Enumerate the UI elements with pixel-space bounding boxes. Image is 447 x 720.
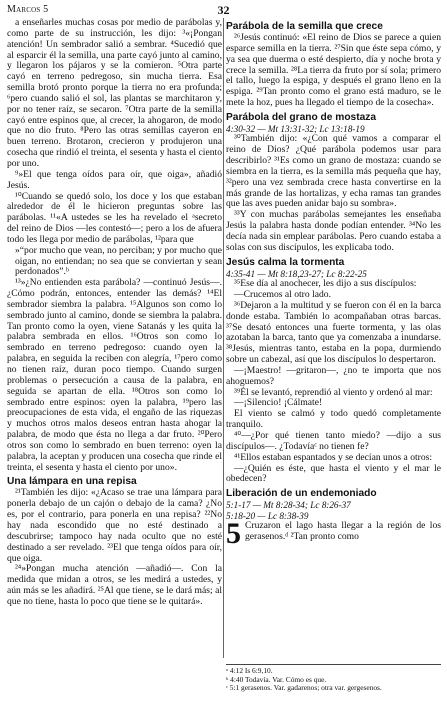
footnote: ᵇ 4:40 Todavía. Var. Cómo es que. (226, 674, 327, 684)
verse-paragraph: ⁴¹Ellos estaban espantados y se decían unos a otros: (234, 451, 433, 463)
verse-paragraph: ⁴⁰—¿Por qué tienen tanto miedo? —dijo a sus discípulos—. ¿Todavíaᶜ no tienen fe? (226, 430, 441, 452)
verse-paragraph: ³⁹Él se levantó, reprendió al viento y ordenó al mar: (234, 386, 433, 398)
verse-paragraph: ²⁴»Pongan mucha atención —añadió—. Con la medida que midan a otros, se les medirá a ustedes, y aún más se les añadirá. ²⁵Al que tiene, se le dará más; al que no tiene, hasta lo poco que tiene se le quitará». (7, 563, 222, 607)
section-heading: Liberación de un endemoniado (226, 488, 377, 500)
verse-paragraph: ¹³»¿No entienden esta parábola? —continuó Jesús—. ¿Cómo podrán, entonces, entender las demás? ¹⁴El sembrador siembra la palabra. ¹⁵Algunos son como lo sembrado junto al camino, donde se siembra la palabra. Tan pronto como la oyen, viene Satanás y les quita la palabra sembrada en ellos. ¹⁶Otros son como lo sembrado en terreno pedregoso: cuando oyen la palabra, en seguida la reciben con alegría, ¹⁷pero como no tienen raíz, duran poco tiempo. Cuando surgen problemas o persecución a causa de la palabra, en seguida se apartan de ella. ¹⁸Otros son como lo sembrado entre espinos: oyen la palabra, ¹⁹pero las preocupaciones de esta vida, el engaño de las riquezas y muchos otros malos deseos entran hasta ahogar la palabra, de modo que ésta no llega a dar fruto. ²⁰Pero otros son como lo sembrado en buen terreno: oyen la palabra, la aceptan y producen una cosecha que rinde el treinta, el sesenta y hasta el ciento por uno». (7, 277, 222, 473)
verse-paragraph: ³⁵Ese día al anochecer, les dijo a sus discípulos: (234, 278, 417, 290)
cross-references: 4:30-32 — Mt 13:31-32; Lc 13:18-19 (226, 123, 365, 134)
section-heading: Parábola de la semilla que crece (226, 21, 383, 32)
footnote: ᶜ 5:1 gerasenos. Var. gadarenos; otra var. gergesenos. (226, 683, 382, 693)
column-divider (223, 18, 224, 658)
verse-paragraph: —¡Maestro! —gritaron—, ¿no te importa que nos ahoguemos? (226, 364, 441, 387)
section-heading: Una lámpara en una repisa (7, 476, 137, 488)
quoted-verse: »“por mucho que vean, no perciban; y por mucho que oigan, no entiendan; no sea que se conviertan y sean perdonados”.ᵇ (15, 244, 222, 278)
verse-paragraph: ²¹También les dijo: «¿Acaso se trae una lámpara para ponerla debajo de un cajón o debajo de la cama? ¿No es, por el contrario, para ponerla en una repisa? ²²No hay nada escondido que no esté destinado a descubrirse; tampoco hay nada oculto que no esté destinado a ser revelado. ²³El que tenga oídos para oír, que oiga. (7, 487, 222, 564)
verse-paragraph: —Crucemos al otro lado. (234, 289, 331, 301)
chapter-text: Cruzaron el lago hasta llegar a la región de los gerasenos.ᵈ ²Tan pronto como (245, 520, 441, 543)
verse-paragraph: —¡Silencio! ¡Cálmate! (234, 397, 323, 409)
page-number: 32 (217, 3, 230, 17)
cross-references: 5:1-17 — Mt 8:28-34; Lc 8:26-37 (226, 500, 351, 511)
verse-paragraph: ¹⁰Cuando se quedó solo, los doce y los que estaban alrededor de él le hicieron preguntas sobre las parábolas. ¹¹«A ustedes se les ha revelado el ᵃsecreto del reino de Dios —les contestó—; pero a los de afuera todo les llega por medio de parábolas, ¹²para que (7, 190, 222, 245)
footnotes (226, 664, 441, 693)
verse-paragraph: ³³Y con muchas parábolas semejantes les enseñaba Jesús la palabra hasta donde podían entender. ³⁴No les decía nada sin emplear parábolas. Pero cuando estaba a solas con sus discípulos, les explicaba todo. (226, 209, 441, 253)
verse-paragraph: ³⁶Dejaron a la multitud y se fueron con él en la barca donde estaba. También lo acompañaban otras barcas. ³⁷Se desató entonces una fuerte tormenta, y las olas azotaban la barca, tanto que ya comenzaba a inundarse. ³⁸Jesús, mientras tanto, estaba en la popa, durmiendo sobre un cabezal, así que los discípulos lo despertaron. (226, 299, 441, 366)
right-column (226, 18, 441, 660)
cross-references: 4:35-41 — Mt 8:18,23-27; Lc 8:22-25 (226, 268, 367, 279)
chapter-number: 5 (226, 517, 241, 551)
left-column (7, 18, 222, 714)
running-head: Marcos 5 (7, 4, 49, 15)
verse-paragraph: a enseñarles muchas cosas por medio de parábolas y, como parte de su instrucción, les dijo: ³«¡Pongan atención! Un sembrador salió a sembrar. ⁴Sucedió que al esparcir él la semilla, una parte cayó junto al camino, y llegaron los pájaros y se la comieron. ⁵Otra parte cayó en terreno pedregoso, sin mucha tierra. Esa semilla brotó pronto porque la tierra no era profunda; ⁶pero cuando salió el sol, las plantas se marchitaron y, por no tener raíz, se secaron. ⁷Otra parte de la semilla cayó entre espinos que, al crecer, la ahogaron, de modo que no dio fruto. ⁸Pero las otras semillas cayeron en buen terreno. Brotaron, crecieron y produjeron una cosecha que rindió el treinta, el sesenta y hasta el ciento por uno. (7, 17, 222, 169)
section-heading: Parábola del grano de mostaza (226, 111, 377, 123)
chapter-start (226, 517, 441, 551)
verse-paragraph: ³⁰También dijo: «¿Con qué vamos a comparar el reino de Dios? ¿Qué parábola podemos usar para describirlo? ³¹Es como un grano de mostaza: cuando se siembra en la tierra, es la semilla más pequeña que hay, ³²pero una vez sembrada crece hasta convertirse en la más grande de las hortalizas, y echa ramas tan grandes que las aves pueden anidar bajo su sombra». (226, 133, 441, 210)
page-header (7, 4, 440, 18)
cross-references: 5:18-20 — Lc 8:38-39 (226, 510, 309, 521)
verse-paragraph: ²⁶Jesús continuó: «El reino de Dios se parece a quien esparce semilla en la tierra. ²⁷Sin que éste sepa cómo, y ya sea que duerma o esté despierto, día y noche brota y crece la semilla. ²⁸La tierra da fruto por sí sola; primero el tallo, luego la espiga, y después el grano lleno en la espiga. ²⁹Tan pronto como el grano está maduro, se le mete la hoz, pues ha llegado el tiempo de la cosecha». (226, 32, 441, 109)
verse-paragraph: —¿Quién es éste, que hasta el viento y el mar le obedecen? (226, 462, 441, 485)
verse-paragraph: ⁹»El que tenga oídos para oír, que oiga», añadió Jesús. (7, 168, 222, 191)
section-heading: Jesús calma la tormenta (226, 256, 345, 268)
footnote: ᵃ 4:12 Is 6:9,10. (226, 666, 273, 675)
verse-paragraph: El viento se calmó y todo quedó completamente tranquilo. (226, 408, 441, 431)
